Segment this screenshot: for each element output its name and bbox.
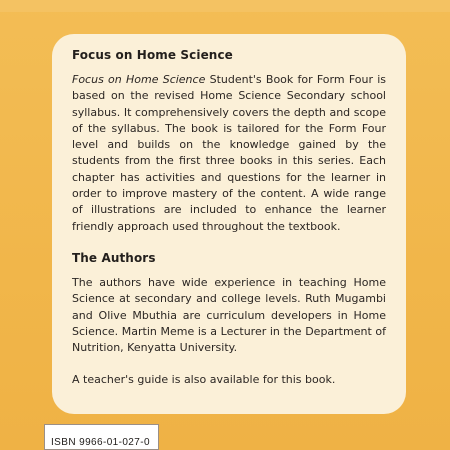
authors-description: The authors have wide experience in teaching Home Science at secondary and college levels. Ruth Mugambi and Olive Mbuthia are curriculum developers in Home Science. Martin Meme is a Lecturer in the Department of Nutrition, Kenyatta University.	[72, 275, 386, 355]
isbn-label	[44, 424, 159, 450]
isbn-text: ISBN 9966-01-027-0	[51, 437, 150, 448]
section-heading-authors: The Authors	[72, 250, 156, 265]
book-description-text: Student's Book for Form Four is based on the revised Home Science Secondary school syllabus. It comprehensively covers the depth and scope of the syllabus. The book is tailored for the Form Four level and builds on the knowledge gained by the students from the first three books in this series. Each chapter has activities and questions for the learner in order to improve mastery of the content. A wide range of illustrations are included to enhance the learner friendly approach used throughout the textbook.	[72, 73, 387, 233]
blurb-panel	[52, 34, 406, 414]
cover-top-strip	[0, 0, 450, 12]
section-heading-focus: Focus on Home Science	[72, 48, 233, 62]
book-description	[72, 72, 386, 235]
book-title-italic: Focus on Home Science	[72, 73, 206, 86]
teachers-guide-note: A teacher's guide is also available for this book.	[72, 373, 336, 387]
